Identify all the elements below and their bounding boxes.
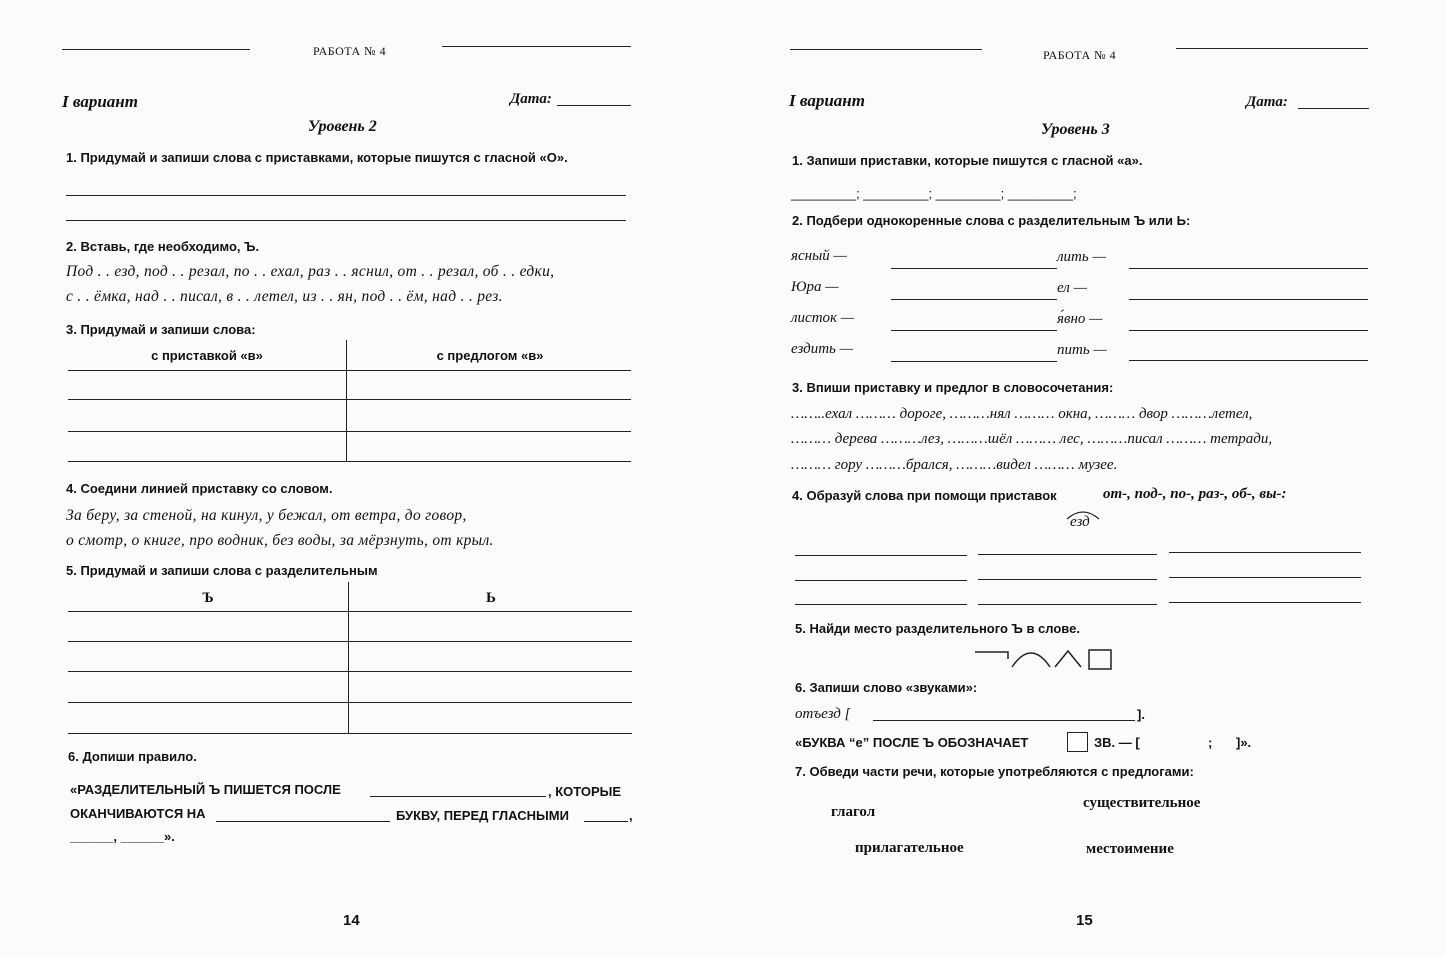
- left-page: [0, 0, 722, 957]
- task-6-rule-a: «БУКВА “е” ПОСЛЕ Ъ ОБОЗНАЧАЕТ: [795, 735, 1029, 750]
- task-3-line-1: ……..ехал ……… дороге, ………нял ……… окна, ……… двор ………летел,: [791, 406, 1253, 422]
- variant-label: I вариант: [789, 91, 865, 110]
- pair-left-word: Юра —: [791, 279, 839, 295]
- table-divider: [346, 340, 347, 462]
- part-of-speech-pronoun[interactable]: местоимение: [1086, 841, 1174, 857]
- table-row-line[interactable]: [68, 461, 631, 462]
- variant-label: I вариант: [62, 92, 138, 111]
- part-of-speech-verb[interactable]: глагол: [831, 804, 876, 820]
- task-4-text: 4. Образуй слова при помощи приставок: [792, 488, 1057, 503]
- level-title: Уровень 2: [308, 118, 377, 135]
- task-6-text: 6. Допиши правило.: [68, 749, 197, 764]
- table-row-line[interactable]: [68, 399, 631, 400]
- task-3-text: 3. Впиши приставку и предлог в словосочетания:: [792, 380, 1114, 395]
- answer-line[interactable]: [795, 580, 967, 581]
- table-row-line[interactable]: [68, 370, 631, 371]
- pair-right-word: ел —: [1057, 280, 1087, 296]
- date-label: Дата:: [510, 91, 552, 107]
- date-blank[interactable]: [1298, 108, 1369, 109]
- level-title: Уровень 3: [1041, 121, 1110, 138]
- task-1-text: 1. Придумай и запиши слова с приставками, которые пишутся с гласной «О».: [66, 150, 568, 165]
- answer-line[interactable]: [891, 299, 1057, 300]
- answer-box[interactable]: [1067, 732, 1088, 752]
- answer-line[interactable]: [1129, 299, 1368, 300]
- header-rule-left: [790, 49, 982, 50]
- task-4-root: езд: [1070, 514, 1090, 530]
- task-4-line-2: о смотр, о книге, про водник, без воды, за мёрзнуть, от крыл.: [66, 532, 494, 549]
- rule-text-d: БУКВУ, ПЕРЕД ГЛАСНЫМИ: [396, 808, 569, 823]
- pair-right-word: пить —: [1057, 342, 1107, 358]
- header-title: РАБОТА № 4: [1043, 48, 1117, 62]
- answer-line[interactable]: [978, 604, 1157, 605]
- rule-blank[interactable]: [370, 796, 546, 797]
- date-label: Дата:: [1246, 94, 1288, 110]
- task-3-line-2: ……… дерева ………лез, ………шёл ……… лес, ………писал ……… тетради,: [791, 431, 1273, 447]
- table-row-line[interactable]: [68, 733, 632, 734]
- part-of-speech-adjective[interactable]: прилагательное: [855, 840, 964, 856]
- task-4-prefixes: от-, под-, по-, раз-, об-, вы-:: [1103, 486, 1287, 502]
- word-structure-scheme-icon: [973, 647, 1118, 671]
- task-5-text: 5. Придумай и запиши слова с разделительным: [66, 563, 378, 578]
- task-2-text: 2. Вставь, где необходимо, Ъ.: [66, 239, 260, 254]
- task-1-text: 1. Запиши приставки, которые пишутся с гласной «а».: [792, 153, 1143, 168]
- answer-line[interactable]: [795, 555, 967, 556]
- answer-line[interactable]: [1169, 602, 1361, 603]
- answer-line[interactable]: [1169, 552, 1361, 553]
- task-6-rule-d: ]».: [1236, 735, 1252, 750]
- page-number: 14: [343, 912, 360, 929]
- pair-right-word: лить —: [1057, 249, 1106, 265]
- task-2-text: 2. Подбери однокоренные слова с разделительным Ъ или Ь:: [792, 213, 1191, 228]
- pair-left-word: ездить —: [791, 341, 853, 357]
- task-6-text: 6. Запиши слово «звуками»:: [795, 680, 978, 695]
- answer-line[interactable]: [978, 554, 1157, 555]
- answer-line[interactable]: [66, 195, 626, 196]
- answer-line[interactable]: [1169, 577, 1361, 578]
- task-2-line-1: Под . . езд, под . . резал, по . . ехал, раз . . яснил, от . . резал, об . . едки,: [66, 263, 555, 280]
- pair-right-word: я́вно —: [1057, 311, 1103, 327]
- task-6-end: ].: [1137, 707, 1145, 722]
- answer-line[interactable]: [891, 268, 1057, 269]
- answer-line[interactable]: [795, 604, 967, 605]
- rule-blank[interactable]: [216, 821, 390, 822]
- rule-text-b: , КОТОРЫЕ: [548, 784, 622, 799]
- answer-line[interactable]: [891, 330, 1057, 331]
- answer-line[interactable]: [1129, 360, 1368, 361]
- table-row-line[interactable]: [68, 611, 632, 612]
- header-rule-right: [442, 46, 631, 47]
- header-title: РАБОТА № 4: [313, 44, 387, 58]
- table-header-soft-sign: Ь: [486, 590, 496, 606]
- answer-line[interactable]: [1129, 330, 1368, 331]
- date-blank[interactable]: [557, 105, 631, 106]
- table-row-line[interactable]: [68, 671, 632, 672]
- pair-left-word: листок —: [791, 310, 855, 326]
- task-3-line-3: ……… гору ………брался, ………видел ……… музее.: [791, 457, 1118, 473]
- answer-line[interactable]: [1129, 268, 1368, 269]
- task-5-text: 5. Найди место разделительного Ъ в слове.: [795, 621, 1080, 636]
- task-1-blanks[interactable]: _________; _________; _________; _________;: [791, 186, 1077, 201]
- right-page: [723, 0, 1445, 957]
- answer-line[interactable]: [978, 579, 1157, 580]
- transcription-blank[interactable]: [873, 720, 1135, 721]
- task-4-line-1: За беру, за стеной, на кинул, у бежал, от ветра, до говор,: [66, 507, 467, 524]
- task-7-text: 7. Обведи части речи, которые употребляются с предлогами:: [795, 764, 1194, 779]
- table-divider: [348, 582, 349, 734]
- rule-text-e: ,: [629, 808, 633, 823]
- part-of-speech-noun[interactable]: существительное: [1083, 795, 1201, 811]
- rule-blank[interactable]: [584, 821, 628, 822]
- task-3-text: 3. Придумай и запиши слова:: [66, 322, 256, 337]
- pair-left-word: ясный —: [791, 248, 847, 264]
- page-number: 15: [1076, 912, 1093, 929]
- task-2-line-2: с . . ёмка, над . . писал, в . . летел, из . . ян, под . . ём, над . . рез.: [66, 288, 503, 305]
- task-6-rule-c: ;: [1208, 735, 1213, 750]
- task-6-word: отъезд [: [795, 706, 851, 722]
- table-header-prefix: с приставкой «в»: [151, 348, 263, 363]
- header-rule-left: [62, 49, 250, 50]
- answer-line[interactable]: [891, 361, 1057, 362]
- table-row-line[interactable]: [68, 702, 632, 703]
- rule-text-f: ______, ______».: [70, 829, 175, 844]
- task-4-text: 4. Соедини линией приставку со словом.: [66, 481, 333, 496]
- rule-text-c: ОКАНЧИВАЮТСЯ НА: [70, 806, 206, 821]
- rule-text-a: «РАЗДЕЛИТЕЛЬНЫЙ Ъ ПИШЕТСЯ ПОСЛЕ: [70, 782, 341, 797]
- table-row-line[interactable]: [68, 641, 632, 642]
- table-row-line[interactable]: [68, 431, 631, 432]
- answer-line[interactable]: [66, 220, 626, 221]
- table-header-hard-sign: Ъ: [202, 590, 214, 606]
- table-header-preposition: с предлогом «в»: [436, 348, 544, 363]
- task-6-rule-b: ЗВ. — [: [1094, 735, 1140, 750]
- header-rule-right: [1176, 48, 1368, 49]
